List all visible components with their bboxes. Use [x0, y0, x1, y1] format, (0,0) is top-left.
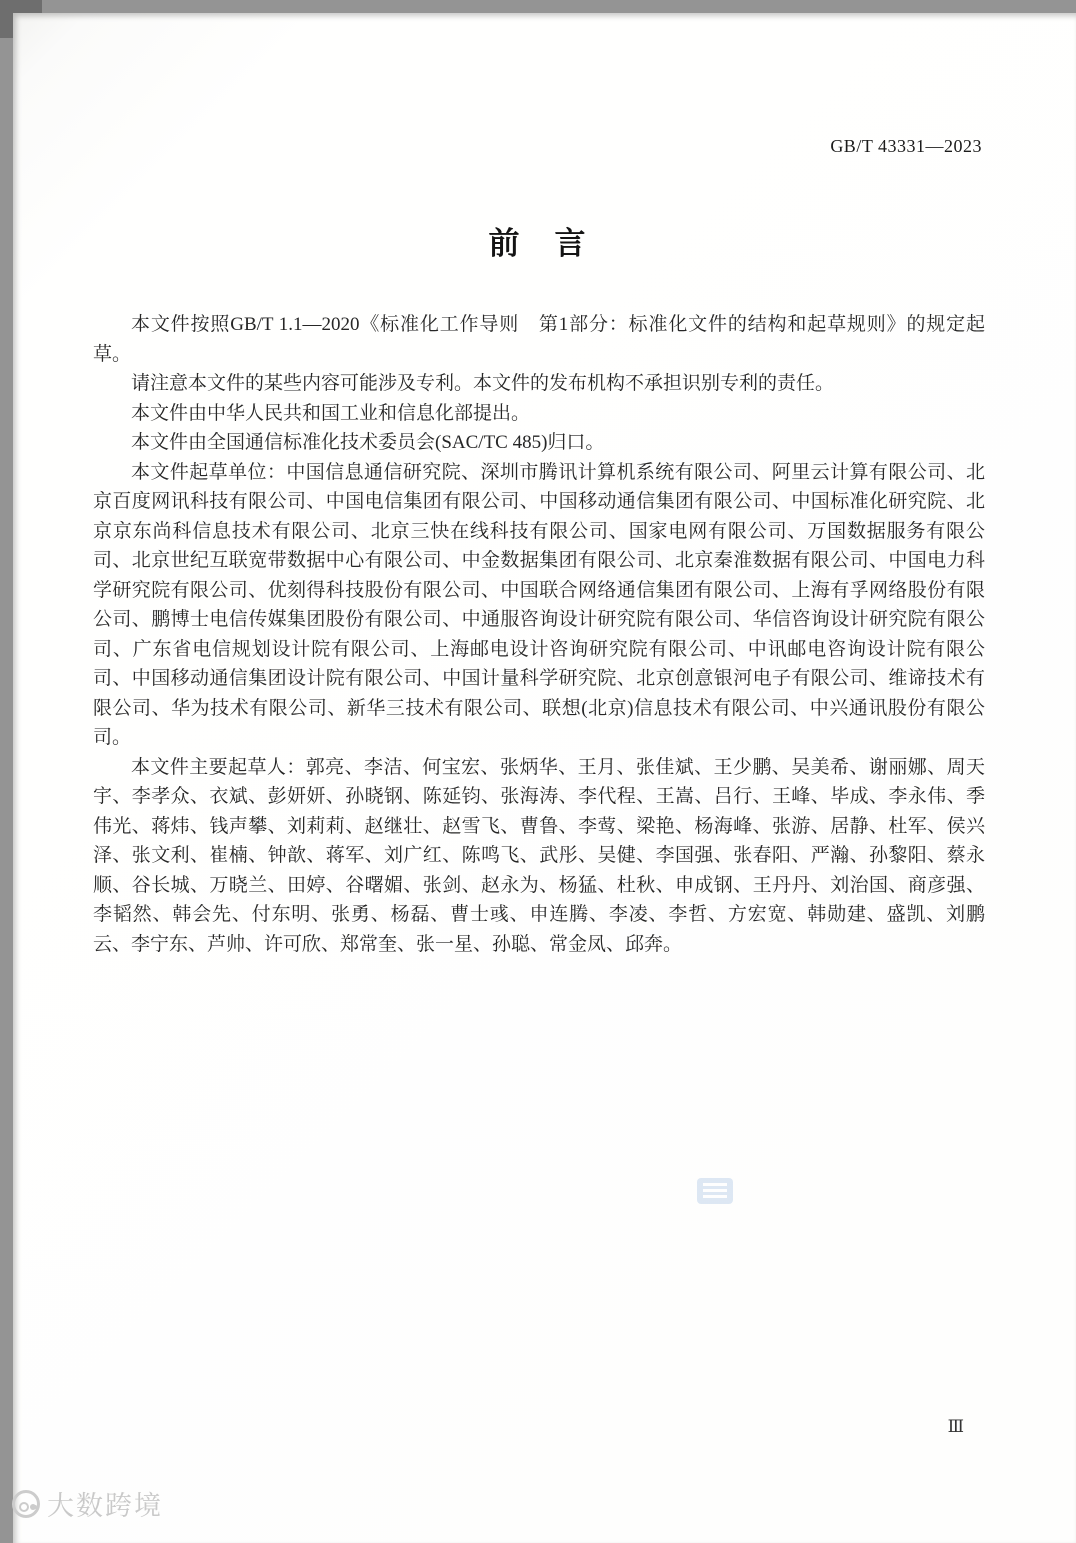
watermark-logo-icon: [12, 1490, 40, 1518]
paragraph-drafting-rules: 本文件按照GB/T 1.1—2020《标准化工作导则 第1部分：标准化文件的结构和起草规则》的规定起草。: [93, 314, 985, 365]
paragraph-chief-drafters: 本文件主要起草人：郭亮、李洁、何宝宏、张炳华、王月、张佳斌、王少鹏、吴美希、谢丽娜、周天宇、李孝众、衣斌、彭妍妍、孙晓钢、陈延钧、张海涛、李代程、王嵩、吕行、王峰、毕成、李永伟、季伟光、蒋炜、钱声攀、刘莉莉、赵继壮、赵雪飞、曹鲁、李莺、梁艳、杨海峰、张游、居静、杜军、侯兴泽、张文利、崔楠、钟歆、蒋军、刘广红、陈鸣飞、武彤、吴健、李国强、张春阳、严瀚、孙黎阳、蔡永顺、谷长城、万晓兰、田婷、谷曙媚、张剑、赵永为、杨猛、杜秋、申成钢、王丹丹、刘治国、商彦强、李韬然、韩会先、付东明、张勇、杨磊、曹士彧、申连腾、李凌、李哲、方宏宽、韩勋建、盛凯、刘鹏云、李宁东、芦帅、许可欣、郑常奎、张一星、孙聪、常金凤、邱奔。: [93, 756, 985, 955]
document-page: [13, 13, 1076, 1543]
foreword-title: 前 言: [488, 226, 588, 261]
page-number: Ⅲ: [947, 1417, 964, 1436]
faint-stamp-icon: [697, 1178, 733, 1204]
paragraph-proposed-by: 本文件由中华人民共和国工业和信息化部提出。: [131, 402, 531, 424]
site-watermark: [12, 1484, 163, 1523]
paragraph-centralized-by: 本文件由全国通信标准化技术委员会(SAC/TC 485)归口。: [131, 432, 605, 453]
paragraph-patent-notice: 请注意本文件的某些内容可能涉及专利。本文件的发布机构不承担识别专利的责任。: [131, 373, 835, 394]
watermark-text: 大数跨境: [47, 1491, 163, 1521]
standard-number: GB/T 43331—2023: [830, 136, 982, 156]
foreword-body: [93, 310, 985, 959]
paragraph-drafting-organizations: 本文件起草单位：中国信息通信研究院、深圳市腾讯计算机系统有限公司、阿里云计算有限公司、北京百度网讯科技有限公司、中国电信集团有限公司、中国移动通信集团有限公司、中国标准化研究院、北京京东尚科信息技术有限公司、北京三快在线科技有限公司、国家电网有限公司、万国数据服务有限公司、北京世纪互联宽带数据中心有限公司、中金数据集团有限公司、北京秦淮数据有限公司、中国电力科学研究院有限公司、优刻得科技股份有限公司、中国联合网络通信集团有限公司、上海有孚网络股份有限公司、鹏博士电信传媒集团股份有限公司、中通服咨询设计研究院有限公司、华信咨询设计研究院有限公司、广东省电信规划设计院有限公司、上海邮电设计咨询研究院有限公司、中讯邮电咨询设计院有限公司、中国移动通信集团设计院有限公司、中国计量科学研究院、北京创意银河电子有限公司、维谛技术有限公司、华为技术有限公司、新华三技术有限公司、联想(北京)信息技术有限公司、中兴通讯股份有限公司。: [93, 461, 985, 748]
